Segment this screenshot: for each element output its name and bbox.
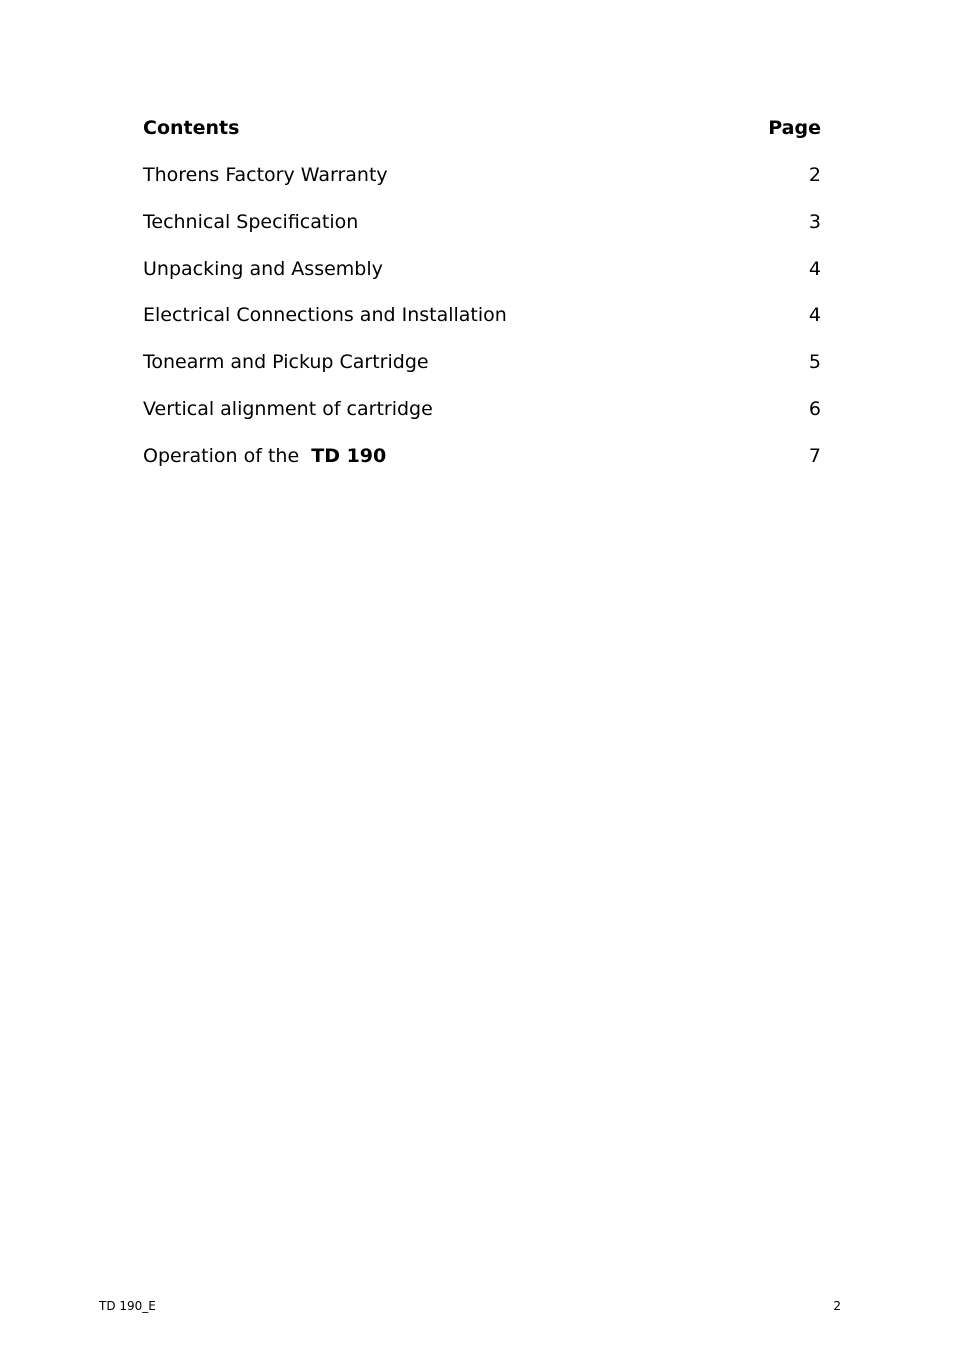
toc-entry	[143, 395, 821, 423]
toc-entry-page: 4	[808, 257, 821, 280]
footer-doc-id: TD 190_E	[99, 1299, 156, 1313]
toc-entry-title-prefix: Operation of the	[143, 444, 300, 467]
toc-entry	[143, 442, 821, 470]
page-footer	[99, 1297, 841, 1315]
model-name: TD 190	[311, 444, 387, 467]
toc-entry-title: Electrical Connections and Installation	[143, 304, 507, 327]
toc-entry-title: Vertical alignment of cartridge	[143, 397, 433, 420]
toc-entry-page: 4	[808, 304, 821, 327]
toc-entry	[143, 255, 821, 283]
footer-page-number: 2	[833, 1299, 841, 1313]
toc-entry	[143, 348, 821, 376]
toc-entry-page: 5	[808, 351, 821, 374]
toc-entry-title: Technical Specification	[143, 210, 359, 233]
toc-entry	[143, 208, 821, 236]
toc-entry	[143, 161, 821, 189]
toc-entry-page: 3	[808, 210, 821, 233]
contents-heading: Contents	[143, 117, 240, 139]
toc-entry-page: 6	[808, 397, 821, 420]
page-column-heading: Page	[768, 117, 821, 139]
toc-header	[143, 114, 821, 142]
toc-entry	[143, 301, 821, 329]
toc-entry-title: Thorens Factory Warranty	[143, 164, 388, 186]
toc-entry-title: Tonearm and Pickup Cartridge	[143, 351, 429, 374]
toc-entry-page: 2	[808, 164, 821, 186]
toc-entry-title	[143, 442, 386, 470]
toc-entry-page: 7	[808, 444, 821, 467]
table-of-contents	[143, 114, 821, 489]
toc-entry-title: Unpacking and Assembly	[143, 257, 383, 280]
